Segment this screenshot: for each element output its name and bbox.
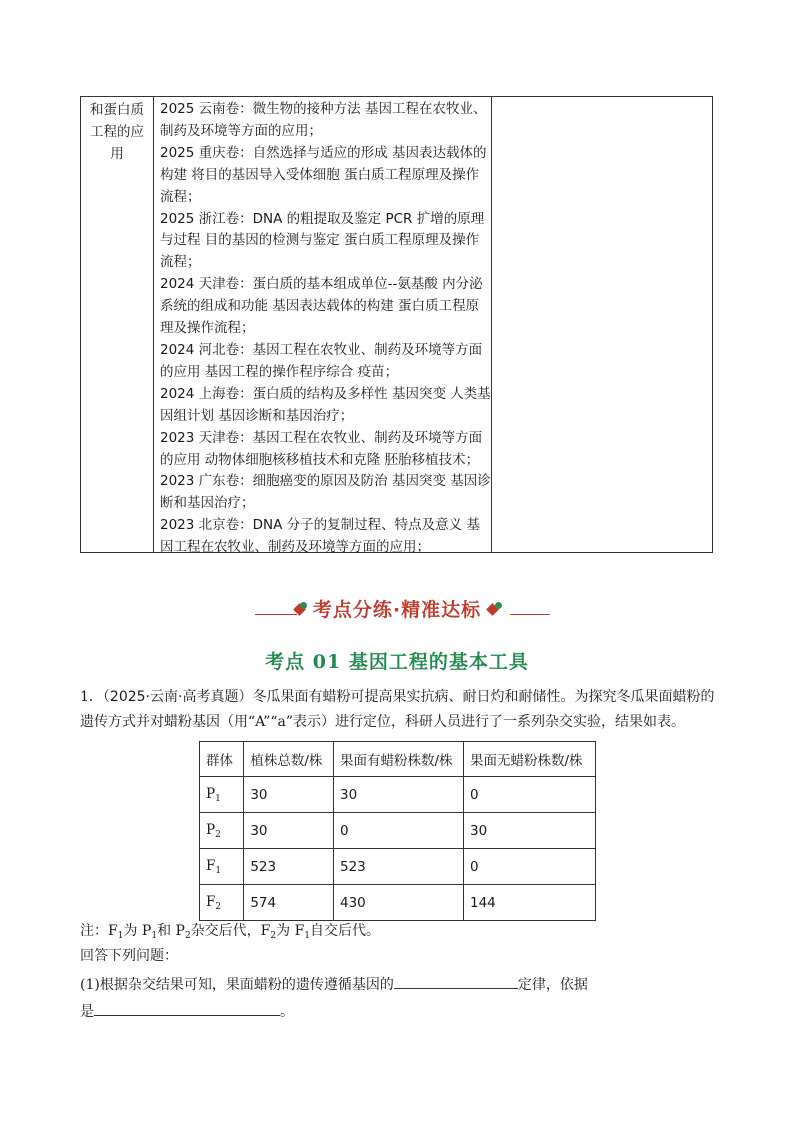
column-header: 果面无蜡粉株数/株 xyxy=(463,742,595,777)
table-row xyxy=(200,777,596,813)
exam-list-cell xyxy=(154,97,491,559)
banner-title: 考点分练·精准达标 xyxy=(312,599,482,621)
nowax-cell: 30 xyxy=(463,813,595,849)
exam-entry: 2023 北京卷：DNA 分子的复制过程、特点及意义 基因工程在农牧业、制药及环境等方面的应用； xyxy=(160,517,480,556)
question-source: （2025·云南·高考真题） xyxy=(102,689,253,705)
total-cell: 574 xyxy=(244,885,334,921)
exam-entry: 2024 上海卷：蛋白质的结构及多样性 基因突变 人类基因组计划 基因诊断和基因治疗； xyxy=(160,385,491,424)
exam-entry: 2025 重庆卷：自然选择与适应的形成 基因表达载体的构建 将目的基因导入受体细胞 蛋白质工程原理及操作流程； xyxy=(160,144,487,205)
section-banner xyxy=(255,594,550,624)
column-header: 植株总数/株 xyxy=(244,742,334,777)
table-row xyxy=(200,885,596,921)
group-cell: $F_1$ xyxy=(200,849,244,885)
nowax-cell: 0 xyxy=(463,777,595,813)
sub-question-1-cont: 是 。 xyxy=(80,999,720,1025)
banner-line-right xyxy=(510,614,550,615)
kaodian-title: 考点 01 基因工程的基本工具 xyxy=(265,651,529,673)
wax-cell: 0 xyxy=(334,813,464,849)
total-cell: 523 xyxy=(244,849,334,885)
category-label: 和蛋白质工程的应用 xyxy=(90,102,144,162)
sub-question-1: (1)根据杂交结果可知，果面蜡粉的遗传遵循基因的 定律，依据 xyxy=(80,972,720,998)
nowax-cell: 0 xyxy=(463,849,595,885)
topic-table xyxy=(80,96,713,556)
question-number: 1． xyxy=(80,689,103,705)
nowax-cell: 144 xyxy=(463,885,595,921)
question-body: 冬瓜果面有蜡粉可提高果实抗病、耐日灼和耐储性。为探究冬瓜果面蜡粉的遗传方式并对蜡粉基因（用“A”“a”表示）进行定位，科研人员进行了一系列杂交实验，结果如表。 xyxy=(80,689,715,730)
table-note: 注：$F_1$为 $P_1$和 $P_2$杂交后代，$F_2$为 $F_1$自交后代。 xyxy=(80,923,381,941)
banner-line-left xyxy=(255,614,297,615)
exam-entry: 2023 广东卷：细胞癌变的原因及防治 基因突变 基因诊断和基因治疗； xyxy=(160,473,491,512)
wax-cell: 523 xyxy=(334,849,464,885)
answer-blank[interactable] xyxy=(394,972,518,989)
answer-blank[interactable] xyxy=(94,999,280,1016)
exam-entry: 2024 天津卷：蛋白质的基本组成单位--氨基酸 内分泌系统的组成和功能 基因表达载体的构建 蛋白质工程原理及操作流程； xyxy=(160,276,483,337)
exam-entry: 2023 天津卷：基因工程在农牧业、制药及环境等方面的应用 动物体细胞核移植技术和克隆 胚胎移植技术； xyxy=(160,429,483,468)
total-cell: 30 xyxy=(244,813,334,849)
table-row xyxy=(200,849,596,885)
wax-cell: 30 xyxy=(334,777,464,813)
exam-entry: 2025 云南卷：微生物的接种方法 基因工程在农牧业、制药及环境等方面的应用； xyxy=(160,101,487,139)
question-stem xyxy=(80,685,720,735)
dot-icon xyxy=(300,602,307,609)
cross-result-table xyxy=(199,741,596,921)
dot-icon xyxy=(495,602,502,609)
column-header: 群体 xyxy=(200,742,244,777)
table-header-row xyxy=(200,742,596,777)
exam-entry: 2024 河北卷：基因工程在农牧业、制药及环境等方面的应用 基因工程的操作程序综合 疫苗； xyxy=(160,341,483,380)
group-cell: $P_1$ xyxy=(200,777,244,813)
total-cell: 30 xyxy=(244,777,334,813)
group-cell: $F_2$ xyxy=(200,885,244,921)
answer-prompt: 回答下列问题： xyxy=(80,948,178,964)
exam-entry: 2025 浙江卷：DNA 的粗提取及鉴定 PCR 扩增的原理与过程 目的基因的检测与鉴定 蛋白质工程原理及操作流程； xyxy=(160,210,485,271)
column-header: 果面有蜡粉株数/株 xyxy=(334,742,464,777)
category-cell xyxy=(81,97,153,165)
column-divider xyxy=(491,97,492,552)
table-row xyxy=(200,813,596,849)
group-cell: $P_2$ xyxy=(200,813,244,849)
wax-cell: 430 xyxy=(334,885,464,921)
